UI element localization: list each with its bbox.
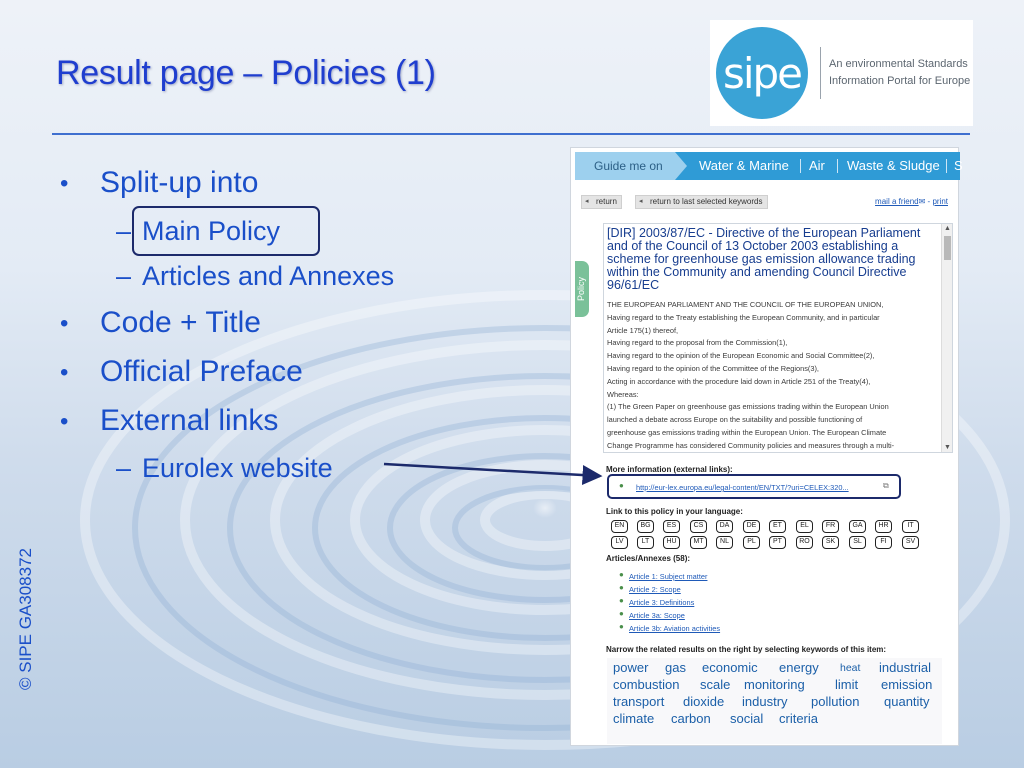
language-link[interactable]: FI bbox=[875, 536, 892, 549]
bullet-text: Split-up into bbox=[100, 166, 259, 199]
nav-separator bbox=[837, 159, 838, 173]
language-link[interactable]: PL bbox=[743, 536, 760, 549]
policy-tab-label: Policy bbox=[576, 276, 586, 301]
bullet-dot: • bbox=[60, 408, 69, 435]
back-arrow-icon: ◂ bbox=[639, 198, 643, 205]
nav-item-water-marine[interactable]: Water & Marine bbox=[699, 158, 789, 173]
language-link[interactable]: HU bbox=[663, 536, 680, 549]
slide-title: Result page – Policies (1) bbox=[56, 54, 436, 92]
language-link[interactable]: DE bbox=[743, 520, 760, 533]
nav-item-air[interactable]: Air bbox=[809, 158, 825, 173]
preface-line: Acting in accordance with the procedure laid down in Article 251 of the Treaty(4), bbox=[607, 376, 871, 386]
language-link[interactable]: SL bbox=[849, 536, 866, 549]
nav-separator bbox=[946, 159, 947, 173]
keyword-link[interactable]: social bbox=[730, 711, 764, 726]
keyword-link[interactable]: economic bbox=[702, 660, 758, 675]
keyword-link[interactable]: criteria bbox=[779, 711, 819, 726]
policy-document-panel bbox=[603, 223, 953, 453]
bullet-icon: ● bbox=[619, 570, 624, 579]
return-button[interactable] bbox=[581, 195, 622, 209]
preface-line: THE EUROPEAN PARLIAMENT AND THE COUNCIL OF THE EUROPEAN UNION, bbox=[607, 300, 884, 309]
keyword-cloud bbox=[607, 658, 942, 744]
bullet-icon: ● bbox=[619, 622, 624, 631]
keyword-link[interactable]: pollution bbox=[811, 694, 860, 709]
policy-page-screenshot bbox=[570, 147, 963, 746]
articles-annexes-label: Articles/Annexes (58): bbox=[606, 554, 691, 563]
bullet-dot: • bbox=[60, 359, 69, 386]
bullet-text: External links bbox=[100, 404, 279, 437]
more-information-label: More information (external links): bbox=[606, 465, 733, 474]
narrow-results-label: Narrow the related results on the right by selecting keywords of this item: bbox=[606, 645, 887, 654]
language-link[interactable]: LT bbox=[637, 536, 654, 549]
sub-bullet-dash: – bbox=[116, 216, 132, 246]
sipe-logo-mark: sipe bbox=[716, 27, 808, 119]
scroll-up-arrow-icon[interactable]: ▲ bbox=[944, 225, 951, 232]
language-link[interactable]: DA bbox=[716, 520, 733, 533]
keyword-link[interactable]: monitoring bbox=[744, 677, 805, 692]
scroll-down-arrow-icon[interactable]: ▼ bbox=[944, 444, 951, 451]
logo-tagline bbox=[829, 56, 970, 90]
preface-line: Article 175(1) thereof, bbox=[607, 325, 679, 335]
keyword-link[interactable]: combustion bbox=[613, 677, 680, 692]
sub-bullet-text: Eurolex website bbox=[142, 453, 333, 483]
mail-a-friend-link[interactable]: mail a friend bbox=[875, 197, 919, 206]
article-link[interactable]: Article 3a: Scope bbox=[629, 611, 685, 620]
preface-line: launched a debate across Europe on the suitability and possible functioning of bbox=[607, 415, 863, 425]
preface-line: Change Programme has considered Community policies and measures through a multi- bbox=[607, 440, 895, 450]
keyword-link[interactable]: emission bbox=[881, 677, 933, 692]
links-separator: - bbox=[925, 197, 933, 206]
bullet-icon: ● bbox=[619, 596, 624, 605]
main-policy-highlight bbox=[132, 206, 320, 256]
copyright-notice: © SIPE GA308372 bbox=[16, 547, 35, 690]
preface-line: Having regard to the proposal from the Commission(1), bbox=[607, 338, 788, 348]
sipe-logo bbox=[710, 20, 973, 126]
keyword-link[interactable]: power bbox=[613, 660, 649, 675]
language-link[interactable]: RO bbox=[796, 536, 813, 549]
preface-line: Whereas: bbox=[607, 389, 639, 399]
language-link[interactable]: FR bbox=[822, 520, 839, 533]
sub-bullet-dash: – bbox=[116, 453, 132, 483]
keyword-link[interactable]: industry bbox=[742, 694, 788, 709]
language-link[interactable]: ET bbox=[769, 520, 786, 533]
logo-separator bbox=[820, 47, 821, 99]
policy-title: [DIR] 2003/87/EC - Directive of the European Parliament and of the Council of 13 October 2003 establishing a scheme for greenhouse gas emission allowance trading within the Community and amending Council Directive 96/61/EC bbox=[607, 226, 921, 292]
language-link[interactable]: EL bbox=[796, 520, 813, 533]
guide-me-on-label: Guide me on bbox=[575, 152, 675, 180]
language-link[interactable]: CS bbox=[690, 520, 707, 533]
language-link[interactable]: MT bbox=[690, 536, 707, 549]
bullet-text: Official Preface bbox=[100, 355, 303, 388]
language-link[interactable]: SK bbox=[822, 536, 839, 549]
preface-line: (1) The Green Paper on greenhouse gas emissions trading within the European Union bbox=[607, 402, 889, 412]
top-navigation-bar bbox=[575, 152, 963, 180]
document-scrollbar[interactable] bbox=[941, 224, 952, 452]
article-link[interactable]: Article 2: Scope bbox=[629, 585, 681, 594]
keyword-link[interactable]: scale bbox=[700, 677, 731, 692]
print-link[interactable]: print bbox=[932, 197, 948, 206]
eurlex-external-link[interactable]: http://eur-lex.europa.eu/legal-content/EN/TXT/?uri=CELEX:320... bbox=[636, 483, 849, 492]
bullet-icon: ● bbox=[619, 609, 624, 618]
keyword-link[interactable]: dioxide bbox=[683, 694, 725, 709]
bullet-icon: ● bbox=[619, 481, 624, 490]
language-link[interactable]: EN bbox=[611, 520, 628, 533]
sub-bullet-text: Main Policy bbox=[142, 216, 281, 246]
sub-bullet-dash: – bbox=[116, 261, 132, 291]
language-link[interactable]: LV bbox=[611, 536, 628, 549]
title-divider bbox=[52, 133, 970, 135]
share-links bbox=[875, 197, 948, 206]
keyword-link[interactable]: gas bbox=[665, 660, 686, 675]
return-button-label: return bbox=[596, 197, 617, 206]
keyword-link[interactable]: carbon bbox=[671, 711, 711, 726]
logo-tagline-line-1: An environmental Standards bbox=[829, 58, 968, 70]
keyword-link[interactable]: limit bbox=[835, 677, 859, 692]
language-link[interactable]: HR bbox=[875, 520, 892, 533]
language-link[interactable]: GA bbox=[849, 520, 866, 533]
logo-tagline-line-2: Information Portal for Europe bbox=[829, 75, 971, 87]
language-link[interactable]: IT bbox=[902, 520, 919, 533]
bullet-dot: • bbox=[60, 310, 69, 337]
preface-line: Having regard to the opinion of the Committee of the Regions(3), bbox=[607, 363, 819, 373]
external-link-icon: ⧉ bbox=[883, 481, 889, 490]
article-link[interactable]: Article 1: Subject matter bbox=[629, 572, 708, 581]
language-links-label: Link to this policy in your language: bbox=[606, 507, 743, 516]
keyword-link[interactable]: energy bbox=[779, 660, 819, 675]
preface-line: greenhouse gas emissions trading within the European Union. The European Climate bbox=[607, 427, 887, 437]
policy-side-tab[interactable] bbox=[575, 261, 589, 317]
language-link[interactable]: BG bbox=[637, 520, 654, 533]
language-link[interactable]: NL bbox=[716, 536, 733, 549]
keyword-link[interactable]: transport bbox=[613, 694, 665, 709]
nav-item-waste-sludge[interactable]: Waste & Sludge bbox=[847, 158, 940, 173]
bullet-dot: • bbox=[60, 170, 69, 197]
preface-line: Having regard to the opinion of the European Economic and Social Committee(2), bbox=[607, 351, 875, 361]
mail-icon: ✉ bbox=[918, 197, 926, 206]
sub-bullet-text: Articles and Annexes bbox=[142, 261, 395, 291]
language-link[interactable]: PT bbox=[769, 536, 786, 549]
scrollbar-thumb[interactable] bbox=[944, 236, 951, 260]
article-link[interactable]: Article 3: Definitions bbox=[629, 598, 695, 607]
official-preface bbox=[607, 299, 940, 453]
nav-separator bbox=[800, 159, 801, 173]
language-link[interactable]: SV bbox=[902, 536, 919, 549]
bullet-icon: ● bbox=[619, 583, 624, 592]
return-to-keywords-button[interactable] bbox=[635, 195, 768, 209]
language-link[interactable]: ES bbox=[663, 520, 680, 533]
keyword-link[interactable]: heat bbox=[840, 662, 861, 674]
keyword-link[interactable]: industrial bbox=[879, 660, 932, 675]
article-link[interactable]: Article 3b: Aviation activities bbox=[629, 624, 721, 633]
keyword-link[interactable]: climate bbox=[613, 711, 655, 726]
bullet-text: Code + Title bbox=[100, 306, 261, 339]
nav-item-more[interactable]: S bbox=[954, 158, 963, 173]
back-arrow-icon: ◂ bbox=[585, 198, 589, 205]
keyword-link[interactable]: quantity bbox=[884, 694, 930, 709]
return-to-keywords-label: return to last selected keywords bbox=[650, 197, 763, 206]
preface-line: Having regard to the Treaty establishing the European Community, and in particular bbox=[607, 312, 880, 322]
